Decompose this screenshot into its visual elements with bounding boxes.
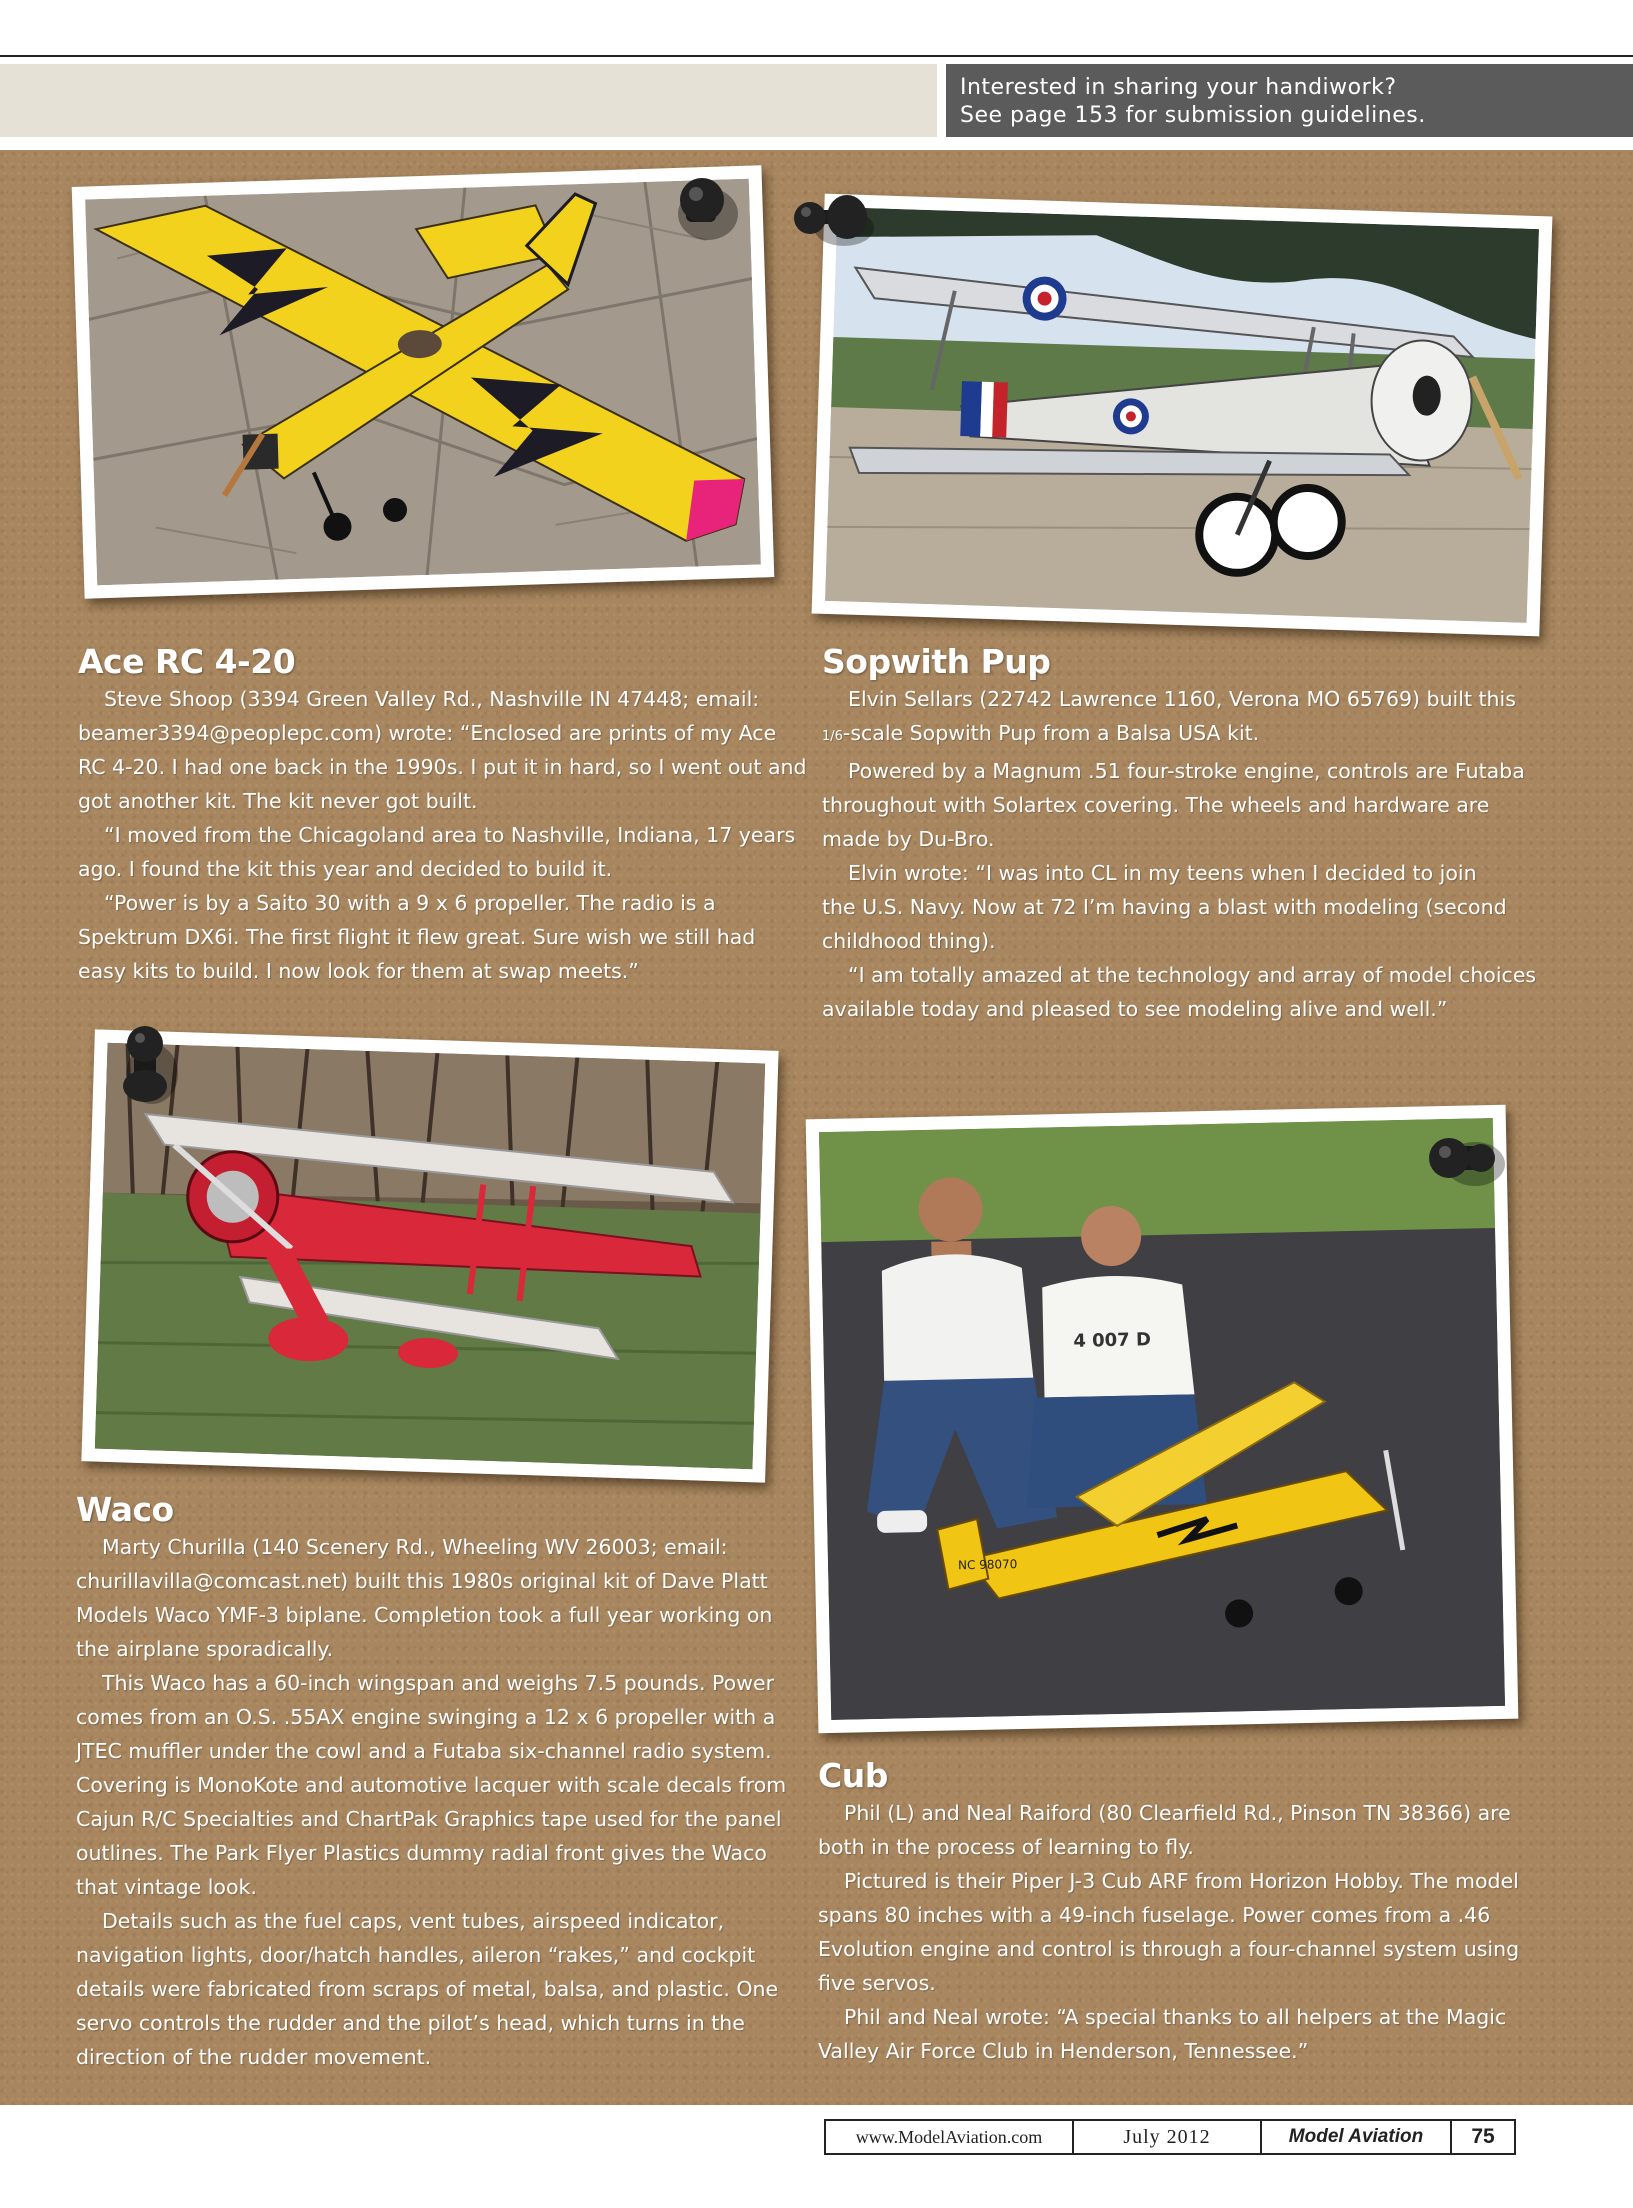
cub-p2-line: Pictured is their Piper J-3 Cub ARF from Horizon Hobby. The model [844, 1869, 1519, 1893]
waco-p3-line: servo controls the rudder and the pilot’s head, which turns in the [76, 2011, 745, 2035]
ace-p1-line: RC 4-20. I had one back in the 1990s. I put it in hard, so I went out and [78, 755, 807, 779]
photo-waco [81, 1029, 778, 1482]
shirt-text: 4 007 D [1073, 1329, 1152, 1352]
footer-date: July 2012 [1074, 2121, 1262, 2153]
waco-p2-line: that vintage look. [76, 1875, 257, 1899]
cub-p1-line: both in the process of learning to fly. [818, 1835, 1194, 1859]
footer-magazine: Model Aviation [1262, 2121, 1452, 2153]
sopwith-p3-line: Elvin wrote: “I was into CL in my teens when I decided to join [848, 861, 1477, 885]
sopwith-p4-line: “I am totally amazed at the technology and array of model choices [848, 963, 1537, 987]
ace-p3-line: Spektrum DX6i. The first flight it flew great. Sure wish we still had [78, 925, 756, 949]
waco-title: Waco [76, 1490, 174, 1529]
page-number: 75 [1471, 2125, 1495, 2148]
top-rule [0, 55, 1633, 57]
waco-p2-line: Cajun R/C Specialties and ChartPak Graphics tape used for the panel [76, 1807, 782, 1831]
sopwith-p1-line: Elvin Sellars (22742 Lawrence 1160, Verona MO 65769) built this [848, 687, 1516, 711]
waco-p2-line: comes from an O.S. .55AX engine swinging a 12 x 6 propeller with a [76, 1705, 776, 1729]
sopwith-p2-line: throughout with Solartex covering. The wheels and hardware are [822, 793, 1490, 817]
cub-paragraph-2 [818, 1864, 1538, 2000]
waco-paragraph-1 [76, 1530, 796, 1666]
ace-p2-line: ago. I found the kit this year and decided to build it. [78, 857, 613, 881]
waco-p1-line: the airplane sporadically. [76, 1637, 334, 1661]
waco-p2-line: Covering is MonoKote and automotive lacquer with scale decals from [76, 1773, 787, 1797]
waco-p1-line: churillavilla@comcast.net) built this 1980s original kit of Dave Platt [76, 1569, 768, 1593]
cub-p3-line: Phil and Neal wrote: “A special thanks to all helpers at the Magic [844, 2005, 1507, 2029]
cub-paragraph-1 [818, 1796, 1538, 1864]
article-ace-rc [78, 642, 807, 988]
cub-p2-line: five servos. [818, 1971, 936, 1995]
ace-p3-line: easy kits to build. I now look for them at swap meets.” [78, 959, 639, 983]
ace-p1-line: beamer3394@peoplepc.com) wrote: “Enclosed are prints of my Ace [78, 721, 777, 745]
ace-p1-line: Steve Shoop (3394 Green Valley Rd., Nashville IN 47448; email: [104, 687, 760, 711]
cub-registration: NC 98070 [957, 1557, 1018, 1573]
cub-title: Cub [818, 1756, 888, 1795]
sopwith-paragraph-4 [822, 958, 1542, 1026]
waco-p1-line: Models Waco YMF-3 biplane. Completion took a full year working on [76, 1603, 773, 1627]
ace-p2-line: “I moved from the Chicagoland area to Nashville, Indiana, 17 years [104, 823, 796, 847]
cub-p2-line: Evolution engine and control is through a four-channel system using [818, 1937, 1520, 1961]
sopwith-paragraph-3 [822, 856, 1542, 958]
photo-cub [806, 1105, 1519, 1734]
article-waco [76, 1490, 796, 2074]
sopwith-p3-line: childhood thing). [822, 929, 996, 953]
ace-p3-line: “Power is by a Saito 30 with a 9 x 6 propeller. The radio is a [104, 891, 716, 915]
cub-p1-line: Phil (L) and Neal Raiford (80 Clearfield Rd., Pinson TN 38366) are [844, 1801, 1511, 1825]
ace-paragraph-1 [78, 682, 807, 818]
submission-banner [946, 64, 1633, 137]
page-footer [824, 2119, 1516, 2155]
sopwith-p3-line: the U.S. Navy. Now at 72 I’m having a blast with modeling (second [822, 895, 1507, 919]
sopwith-paragraph-2 [822, 754, 1542, 856]
pushpin-icon [112, 1024, 182, 1110]
pushpin-icon [664, 170, 742, 248]
article-cub [818, 1756, 1538, 2068]
waco-p2-line: JTEC muffler under the cowl and a Futaba six-channel radio system. [76, 1739, 772, 1763]
waco-p3-line: details were fabricated from scraps of metal, balsa, and plastic. One [76, 1977, 779, 2001]
waco-paragraph-3 [76, 1904, 796, 2074]
waco-p3-line: Details such as the fuel caps, vent tubes, airspeed indicator, [102, 1909, 725, 1933]
banner-line-1: Interested in sharing your handiwork? [960, 75, 1397, 100]
waco-image [95, 1043, 765, 1469]
waco-p2-line: This Waco has a 60-inch wingspan and weighs 7.5 pounds. Power [102, 1671, 774, 1695]
pushpin-icon [792, 190, 884, 250]
sopwith-paragraph-1 [822, 682, 1542, 754]
sopwith-p2-line: Powered by a Magnum .51 four-stroke engine, controls are Futaba [848, 759, 1525, 783]
sopwith-p2-line: made by Du-Bro. [822, 827, 995, 851]
photo-sopwith-pup [812, 194, 1553, 637]
footer-website[interactable]: www.ModelAviation.com [826, 2121, 1074, 2153]
article-sopwith-pup [822, 642, 1542, 1026]
cub-image [819, 1118, 1505, 1720]
waco-p2-line: outlines. The Park Flyer Plastics dummy radial front gives the Waco [76, 1841, 767, 1865]
pushpin-icon [1425, 1122, 1511, 1192]
ace-paragraph-2 [78, 818, 796, 886]
sopwith-pup-image [825, 207, 1539, 623]
waco-p1-line: Marty Churilla (140 Scenery Rd., Wheeling WV 26003; email: [102, 1535, 728, 1559]
banner-line-2: See page 153 for submission guidelines. [960, 103, 1426, 128]
sopwith-p1-rest: -scale Sopwith Pup from a Balsa USA kit. [842, 721, 1260, 745]
ace-rc-image [85, 179, 761, 586]
ace-paragraph-3 [78, 886, 778, 988]
cub-paragraph-3 [818, 2000, 1538, 2068]
cub-p2-line: spans 80 inches with a 49-inch fuselage. Power comes from a .46 [818, 1903, 1491, 1927]
sopwith-p4-line: available today and pleased to see modeling alive and well.” [822, 997, 1448, 1021]
cub-p3-line: Valley Air Force Club in Henderson, Tennessee.” [818, 2039, 1309, 2063]
ace-title: Ace RC 4-20 [78, 642, 296, 681]
sopwith-title: Sopwith Pup [822, 642, 1051, 681]
waco-paragraph-2 [76, 1666, 796, 1904]
waco-p3-line: direction of the rudder movement. [76, 2045, 432, 2069]
sopwith-p1-line-2 [822, 716, 1542, 754]
waco-p3-line: navigation lights, door/hatch handles, aileron “rakes,” and cockpit [76, 1943, 756, 1967]
scale-fraction: 1/6 [822, 729, 843, 744]
banner-decor [0, 64, 937, 137]
ace-p1-line: got another kit. The kit never got built. [78, 789, 478, 813]
